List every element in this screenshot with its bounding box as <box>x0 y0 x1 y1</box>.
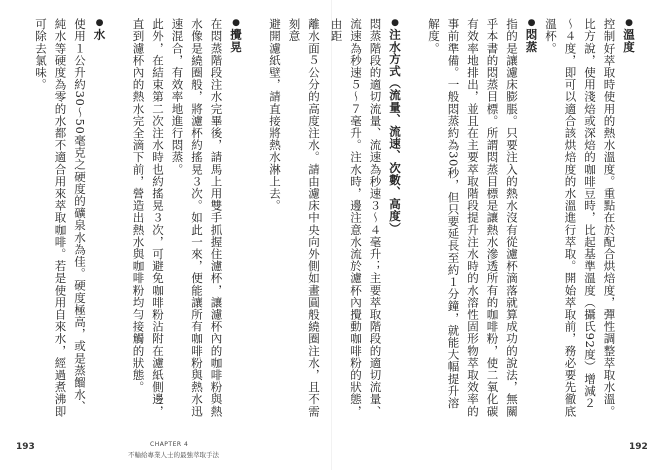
spacer <box>404 18 424 418</box>
chapter-label: CHAPTER 4 <box>150 441 189 448</box>
stir-paragraph-1: 在悶蒸階段注水完畢後，請馬上用雙手抓握住濾杯，讓濾杯內的咖啡粉與熱水像是繞圈般，將濾杯約搖晃３次。如此一來，便能讓所有咖啡粉與熱水迅速混合，有效率地進行悶蒸。 <box>170 18 224 418</box>
intro-line-1: 離水面５公分的高度注水。請由濾床中央向外側如畫圓般繞圈注水，且不需刻意 <box>287 18 321 418</box>
section-heading-pour <box>385 18 405 418</box>
spacer <box>245 18 265 418</box>
bullet-icon: ● <box>231 18 241 29</box>
section-heading-water <box>89 18 109 418</box>
temperature-paragraph-1: 控制好萃取時使用的熱水溫度。重點在於配合烘焙度，彈性調整萃取水溫。比方說，使用淺焙或深焙的咖啡豆時，比起基準溫度（攝氏92度）增減２～４度，即可以適合該烘焙度的水溫進行萃取。開始萃取前，務必要先徹底溫杯。 <box>544 18 617 418</box>
page-number-right: 192 <box>629 442 648 452</box>
section-title-water: 水 <box>92 28 107 41</box>
section-heading-stir <box>226 18 246 418</box>
section-heading-bloom <box>521 18 541 418</box>
page-number-left: 193 <box>16 442 35 452</box>
bullet-icon: ● <box>624 18 634 29</box>
right-page-text <box>329 18 638 418</box>
bloom-paragraph-1: 指的是讓濾床膨脹。只要注入的熱水沒有從濾杯滴落就算成功的說法，無關乎本書的悶蒸目標。所謂悶蒸目標是讓熱水滲透所有的咖啡粉，使二氧化碳有效率地排出，並且在主要萃取階段提升注水時的水溶性固形物萃取效率的事前準備。一般悶蒸約為30秒，但只要延長至約１分鐘，就能大幅提升溶解度。 <box>427 18 519 418</box>
section-title-pour: 注水方式（流量、流速、次數、高度） <box>388 28 402 235</box>
spacer <box>109 18 129 418</box>
water-paragraph-1: 使用１公升約30～50毫克之硬度的礦泉水為佳。硬度極高，或是蒸餾水、純水等硬度為零的水都不適合用來萃取咖啡。若是使用自來水，經過煮沸即可除去氯味。 <box>34 18 87 418</box>
section-heading-temperature <box>619 18 639 418</box>
bullet-icon: ● <box>526 18 537 29</box>
section-title-stir: 攪晃 <box>229 28 243 53</box>
left-page-text <box>18 18 323 418</box>
section-title-temperature: 溫度 <box>622 28 636 53</box>
chapter-title: 不輸給專業人士的最強萃取手法 <box>128 451 219 459</box>
bullet-icon: ● <box>94 18 105 29</box>
pour-paragraph-1: 悶蒸階段的適切流量、流速為秒速３～４毫升；主要萃取階段的適切流量、流速為秒速５～７毫升。注水時，邊注意水流於濾杯內攪動咖啡粉的狀態，由距 <box>329 18 383 418</box>
intro-line-2: 避開濾紙壁，請直接將熱水淋上去。 <box>268 18 282 212</box>
bullet-icon: ● <box>390 18 400 29</box>
section-title-bloom: 悶蒸 <box>524 28 539 53</box>
stir-paragraph-2: 此外，在結束第二次注水時也約搖晃３次，可避免咖啡粉沾附在濾紙側邊，直到濾杯內的熱水完全滴下前，營造出熱水與咖啡粉均勻接觸的狀態。 <box>131 18 165 418</box>
